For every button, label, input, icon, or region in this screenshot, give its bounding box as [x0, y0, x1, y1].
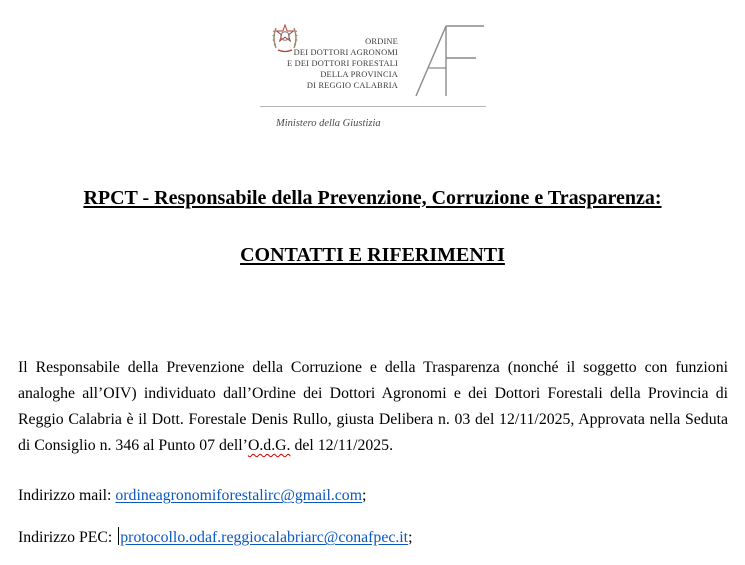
- mail-label: Indirizzo mail:: [18, 487, 116, 504]
- document-title: RPCT - Responsabile della Prevenzione, Corruzione e Trasparenza:: [83, 187, 662, 209]
- pec-link[interactable]: protocollo.odaf.reggiocalabriarc@conafpec.it: [120, 529, 409, 546]
- letterhead-divider: [260, 106, 486, 107]
- pec-contact: [18, 527, 412, 547]
- paragraph-text: Il Responsabile della Prevenzione della Corruzione e della Trasparenza (nonché il soggetto con funzioni analoghe all’OIV) individuato dall’Ordine dei Dottori Agronomi e dei Dottori Forestali della Provincia di Reggio Calabria è il Dott. Forestale Denis Rullo, giusta Delibera n. 03 del 12/11/2025, Approvata nella Seduta di Consiglio n. 346 al Punto 07 dell’: [18, 359, 728, 454]
- pec-label: Indirizzo PEC:: [18, 529, 117, 546]
- org-line: DI REGGIO CALABRIA: [306, 81, 398, 90]
- af-logo-icon: [402, 18, 488, 104]
- pec-suffix: ;: [408, 529, 413, 546]
- odg-abbreviation: O.d.G.: [247, 437, 291, 454]
- paragraph-text-end: del 12/11/2025.: [290, 437, 394, 454]
- org-line: ORDINE: [365, 37, 398, 46]
- letterhead: [258, 14, 490, 134]
- org-line: DEI DOTTORI AGRONOMI: [293, 48, 398, 57]
- section-title: CONTATTI E RIFERIMENTI: [240, 244, 505, 266]
- ministry-name: Ministero della Giustizia: [276, 118, 381, 129]
- body-paragraph: [18, 355, 728, 459]
- org-line: E DEI DOTTORI FORESTALI: [286, 59, 398, 68]
- mail-contact: [18, 487, 366, 505]
- org-line: DELLA PROVINCIA: [320, 70, 398, 79]
- mail-suffix: ;: [362, 487, 367, 504]
- organization-name: [287, 36, 398, 91]
- mail-link[interactable]: ordineagronomiforestalirc@gmail.com: [115, 487, 362, 504]
